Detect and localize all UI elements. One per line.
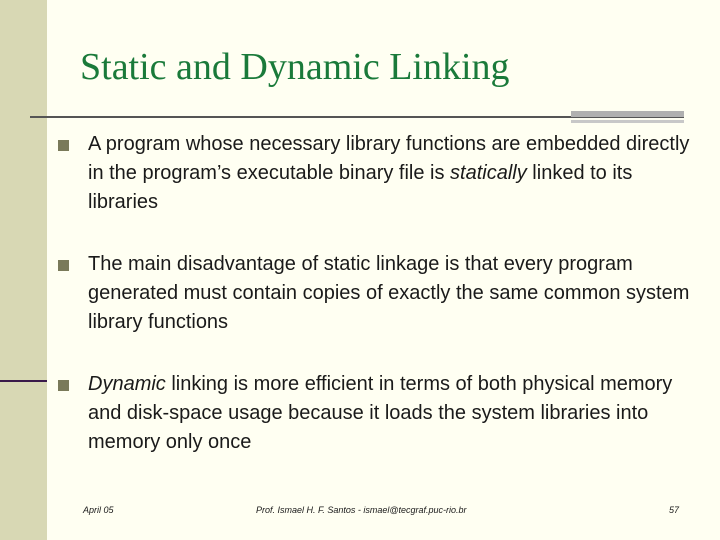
bullet-text: linked to its libraries [88, 162, 633, 213]
bullet-text: A program whose necessary library functions are embedded directly in the program’s executable binary file is [88, 133, 690, 184]
accent-line [0, 380, 47, 382]
left-decorative-band [0, 0, 47, 540]
slide-title: Static and Dynamic Linking [80, 46, 510, 88]
bullet-text: linking is more efficient in terms of both physical memory and disk-space usage because it loads the system libraries into memory only once [88, 373, 673, 453]
square-bullet-icon [58, 140, 69, 151]
square-bullet-icon [58, 380, 69, 391]
title-underline-accent-lower [571, 120, 684, 123]
bullet-emphasis: Dynamic [88, 373, 166, 395]
footer-author: Prof. Ismael H. F. Santos - ismael@tecgraf.puc-rio.br [256, 505, 467, 515]
bullet-item [58, 130, 698, 217]
bullet-list [58, 130, 698, 490]
bullet-text: The main disadvantage of static linkage is that every program generated must contain copies of exactly the same common system library functions [88, 253, 690, 333]
page-number: 57 [669, 505, 680, 515]
bullet-item [58, 370, 698, 457]
footer-date: April 05 [83, 505, 114, 515]
bullet-item [58, 250, 698, 337]
title-underline-accent [571, 111, 684, 117]
square-bullet-icon [58, 260, 69, 271]
bullet-emphasis: statically [450, 162, 527, 184]
